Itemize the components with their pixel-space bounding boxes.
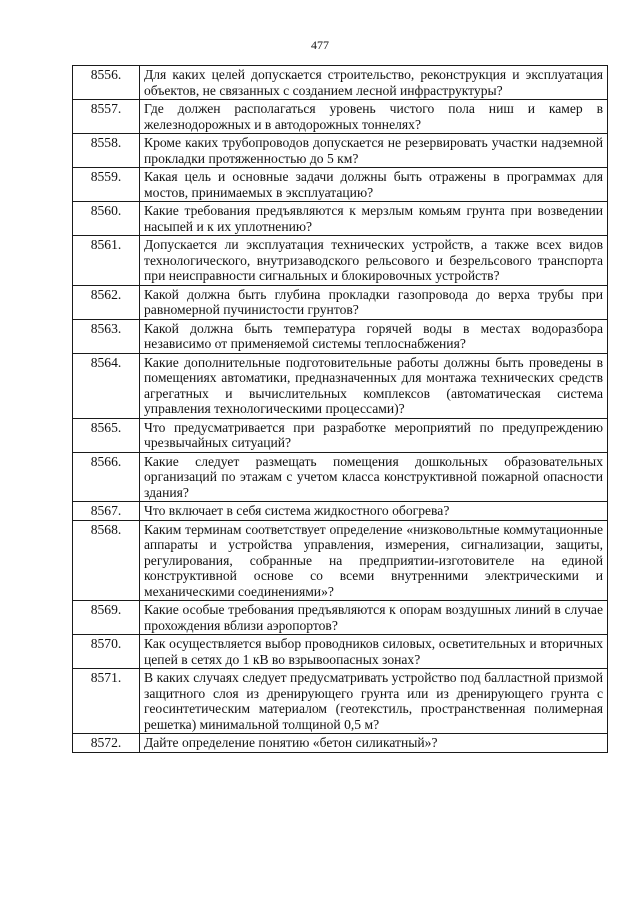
question-text: Какие дополнительные подготовительные работы должны быть проведены в помещениях автоматики, предназначенных для монтажа технических средств агрегатных и вычислительных комплексов (автоматическая система управления технологическими процессами)?	[140, 353, 608, 418]
question-text: Что включает в себя система жидкостного обогрева?	[140, 502, 608, 521]
table-row	[73, 734, 608, 753]
table-row	[73, 168, 608, 202]
question-number: 8567.	[73, 502, 140, 521]
table-row	[73, 601, 608, 635]
question-number: 8568.	[73, 520, 140, 601]
question-text: Допускается ли эксплуатация технических устройств, а также всех видов технологического, внутризаводского рельсового и безрельсового транспорта при неисправности сигнальных и блокировочных устройств?	[140, 236, 608, 286]
question-number: 8565.	[73, 418, 140, 452]
question-number: 8558.	[73, 134, 140, 168]
question-text: Для каких целей допускается строительство, реконструкция и эксплуатация объектов, не связанных с созданием лесной инфраструктуры?	[140, 66, 608, 100]
table-row	[73, 502, 608, 521]
question-number: 8559.	[73, 168, 140, 202]
table-row	[73, 285, 608, 319]
question-text: Какие требования предъявляются к мерзлым комьям грунта при возведении насыпей и к их уплотнению?	[140, 202, 608, 236]
question-number: 8569.	[73, 601, 140, 635]
question-text: Какой должна быть глубина прокладки газопровода до верха трубы при равномерной пучинистости грунтов?	[140, 285, 608, 319]
question-text: Дайте определение понятию «бетон силикатный»?	[140, 734, 608, 753]
table-row	[73, 635, 608, 669]
question-text: В каких случаях следует предусматривать устройство под балластной призмой защитного слоя из дренирующего грунта или из дренирующего грунта с геосинтетическим материалом (геотекстиль, пространственная полимерная решетка) минимальной толщиной 0,5 м?	[140, 669, 608, 734]
table-row	[73, 353, 608, 418]
questions-table	[72, 65, 608, 753]
question-text: Как осуществляется выбор проводников силовых, осветительных и вторичных цепей в сетях до 1 кВ во взрывоопасных зонах?	[140, 635, 608, 669]
question-number: 8560.	[73, 202, 140, 236]
question-text: Каким терминам соответствует определение «низковольтные коммутационные аппараты и устройства управления, измерения, сигнализации, защиты, регулирования, собранные на предприятии-изготовителе на единой конструктивной основе со всеми внутренними электрическими и механическими соединениями»?	[140, 520, 608, 601]
question-text: Какая цель и основные задачи должны быть отражены в программах для мостов, принимаемых в эксплуатацию?	[140, 168, 608, 202]
question-number: 8564.	[73, 353, 140, 418]
table-row	[73, 66, 608, 100]
question-number: 8562.	[73, 285, 140, 319]
question-text: Что предусматривается при разработке мероприятий по предупреждению чрезвычайных ситуаций?	[140, 418, 608, 452]
question-number: 8571.	[73, 669, 140, 734]
question-number: 8570.	[73, 635, 140, 669]
question-text: Какой должна быть температура горячей воды в местах водоразбора независимо от применяемой системы теплоснабжения?	[140, 319, 608, 353]
table-row	[73, 669, 608, 734]
question-text: Какие следует размещать помещения дошкольных образовательных организаций по этажам с учетом класса конструктивной пожарной опасности здания?	[140, 452, 608, 502]
question-number: 8572.	[73, 734, 140, 753]
question-number: 8557.	[73, 100, 140, 134]
question-number: 8556.	[73, 66, 140, 100]
table-row	[73, 202, 608, 236]
question-number: 8561.	[73, 236, 140, 286]
table-row	[73, 319, 608, 353]
table-row	[73, 418, 608, 452]
questions-table-body	[73, 66, 608, 753]
table-row	[73, 100, 608, 134]
question-number: 8563.	[73, 319, 140, 353]
page-number: 477	[311, 38, 329, 52]
table-row	[73, 520, 608, 601]
table-row	[73, 236, 608, 286]
table-row	[73, 134, 608, 168]
question-number: 8566.	[73, 452, 140, 502]
question-text: Какие особые требования предъявляются к опорам воздушных линий в случае прохождения вблизи аэропортов?	[140, 601, 608, 635]
table-row	[73, 452, 608, 502]
question-text: Кроме каких трубопроводов допускается не резервировать участки надземной прокладки протяженностью до 5 км?	[140, 134, 608, 168]
question-text: Где должен располагаться уровень чистого пола ниш и камер в железнодорожных и в автодорожных тоннелях?	[140, 100, 608, 134]
